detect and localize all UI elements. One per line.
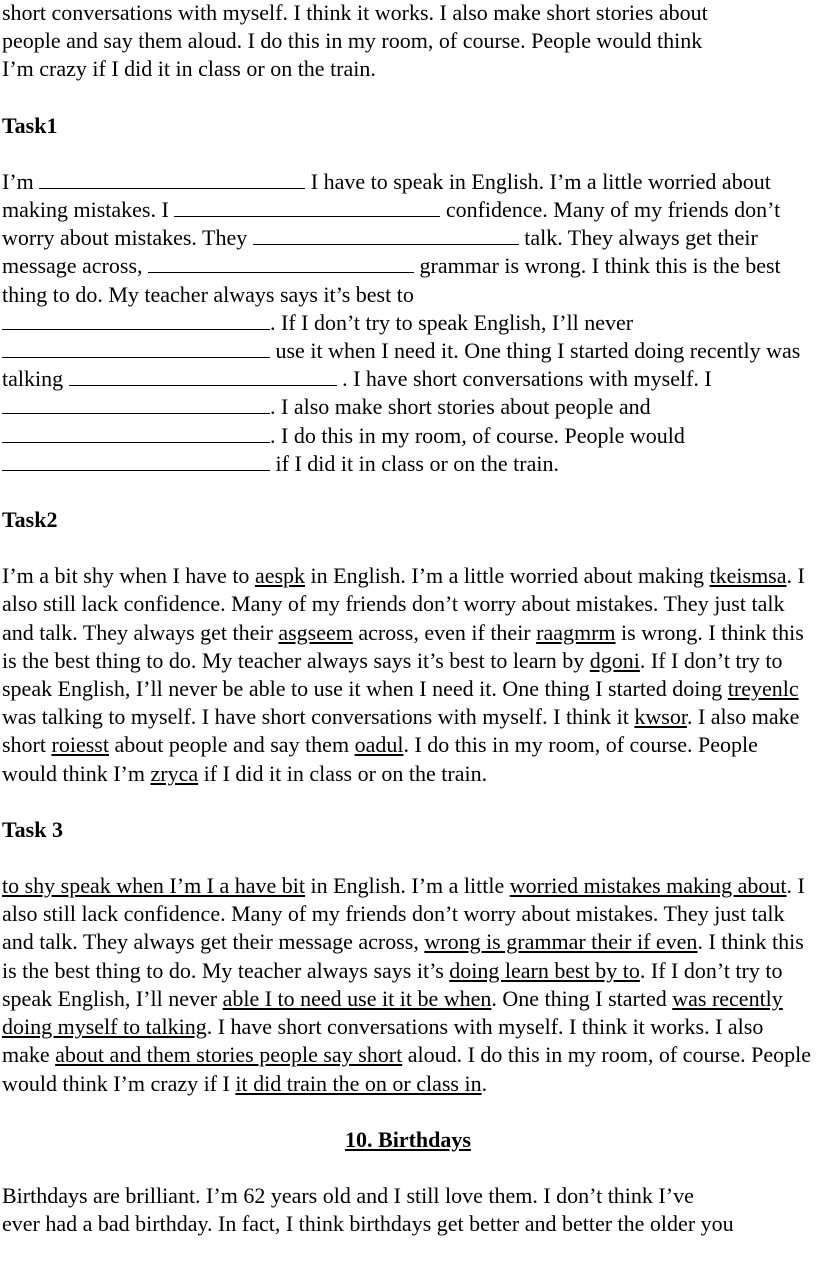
scrambled-phrase: was recently doing myself to talking xyxy=(2,985,783,1040)
text-segment: . xyxy=(481,1070,488,1096)
scrambled-word: kwsor xyxy=(634,704,687,730)
scrambled-word: treyenlc xyxy=(727,676,799,702)
birthdays-paragraph xyxy=(2,1182,814,1238)
scrambled-word: asgseem xyxy=(278,619,353,645)
text-segment: grammar is wrong. I think this is the best thing to do. My teacher always says it’s best to xyxy=(2,253,781,307)
text-segment: confidence. Many of my friends don’t worry about mistakes. They xyxy=(2,197,781,251)
scrambled-phrase: it did train the on or class in xyxy=(235,1070,482,1096)
text-line: short conversations with myself. I think it works. I also make short stories about xyxy=(2,0,708,25)
scrambled-phrase: worried mistakes making about xyxy=(509,873,787,899)
scrambled-word: dgoni xyxy=(589,647,640,673)
text-segment: . I also still lack confidence. Many of my friends don’t worry about mistakes. They just talk and talk. They always get their message across, xyxy=(2,873,805,955)
answer-blank[interactable] xyxy=(2,450,270,471)
task1-heading: Task1 xyxy=(2,112,58,138)
text-segment: . I have short conversations with myself. I xyxy=(342,366,712,392)
text-segment: . I do this in my room, of course. People would think I’m xyxy=(2,732,758,786)
text-segment: . I also still lack confidence. Many of my friends don’t worry about mistakes. They just talk and talk. They always get their xyxy=(2,563,805,645)
text-segment: if I did it in class or on the train. xyxy=(275,450,559,476)
answer-blank[interactable] xyxy=(39,168,305,189)
scrambled-phrase: doing learn best by to xyxy=(449,957,640,983)
section-title: 10. Birthdays xyxy=(345,1126,471,1152)
scrambled-phrase: wrong is grammar their if even xyxy=(424,929,698,955)
text-segment: . I also make short stories about people and xyxy=(270,394,651,420)
task3-paragraph xyxy=(2,872,814,1098)
text-segment: . If I don’t try to speak English, I’ll never xyxy=(2,957,783,1011)
scrambled-word: zryca xyxy=(150,760,199,786)
task1-paragraph xyxy=(2,168,814,478)
text-segment: in English. I’m a little xyxy=(305,873,510,899)
text-segment: was talking to myself. I have short conversations with myself. I think it xyxy=(2,704,635,730)
task2-paragraph xyxy=(2,562,814,788)
text-segment: in English. I’m a little worried about making xyxy=(305,563,710,589)
text-segment: . If I don’t try to speak English, I’ll never be able to use it when I need it. One thing I started doing xyxy=(2,647,783,702)
scrambled-word: raagmrm xyxy=(536,619,616,645)
text-segment: if I did it in class or on the train. xyxy=(198,760,488,786)
text-segment: . I do this in my room, of course. People would xyxy=(270,422,685,448)
text-segment: across, even if their xyxy=(352,619,537,645)
answer-blank[interactable] xyxy=(174,196,440,217)
intro-paragraph xyxy=(2,0,814,84)
answer-blank[interactable] xyxy=(2,393,270,414)
text-segment: I have to speak in English. I’m a little worried about making mistakes. I xyxy=(2,168,771,223)
scrambled-phrase: about and them stories people say short xyxy=(55,1042,403,1068)
answer-blank[interactable] xyxy=(253,224,519,245)
text-segment: . I have short conversations with myself. I think it works. I also make xyxy=(2,1014,764,1068)
scrambled-word: roiesst xyxy=(51,732,109,758)
text-segment: aloud. I do this in my room, of course. People would think I’m crazy if I xyxy=(2,1042,811,1096)
text-segment: talk. They always get their message across, xyxy=(2,225,758,279)
answer-blank[interactable] xyxy=(2,309,270,330)
task3-heading: Task 3 xyxy=(2,816,63,842)
answer-blank[interactable] xyxy=(148,252,414,273)
scrambled-word: aespk xyxy=(254,563,306,589)
scrambled-word: tkeismsa xyxy=(709,563,787,589)
text-segment: . One thing I started xyxy=(491,985,673,1011)
text-segment: . I also make short xyxy=(2,704,800,758)
text-line: ever had a bad birthday. In fact, I think birthdays get better and better the older you xyxy=(2,1211,734,1237)
task2-heading: Task2 xyxy=(2,507,58,533)
answer-blank[interactable] xyxy=(2,422,270,443)
answer-blank[interactable] xyxy=(69,365,337,386)
text-segment: I’m a bit shy when I have to xyxy=(2,563,255,589)
text-segment: about people and say them xyxy=(108,732,355,758)
text-segment: I’m xyxy=(2,168,34,194)
scrambled-phrase: to shy speak when I’m I a have bit xyxy=(2,873,306,899)
scrambled-word: oadul xyxy=(354,732,404,758)
text-segment: . I think this is the best thing to do. My teacher always says it’s xyxy=(2,929,804,983)
text-line: I’m crazy if I did it in class or on the train. xyxy=(2,56,376,82)
scrambled-phrase: able I to need use it it be when xyxy=(222,985,492,1011)
text-segment: is wrong. I think this is the best thing to do. My teacher always says it’s best to learn by xyxy=(2,619,804,673)
text-line: people and say them aloud. I do this in my room, of course. People would think xyxy=(2,28,703,54)
text-segment: use it when I need it. One thing I started doing recently was talking xyxy=(2,338,801,392)
answer-blank[interactable] xyxy=(2,337,270,358)
text-segment: . If I don’t try to speak English, I’ll never xyxy=(270,309,634,335)
text-line: Birthdays are brilliant. I’m 62 years old and I still love them. I don’t think I’ve xyxy=(2,1182,694,1208)
